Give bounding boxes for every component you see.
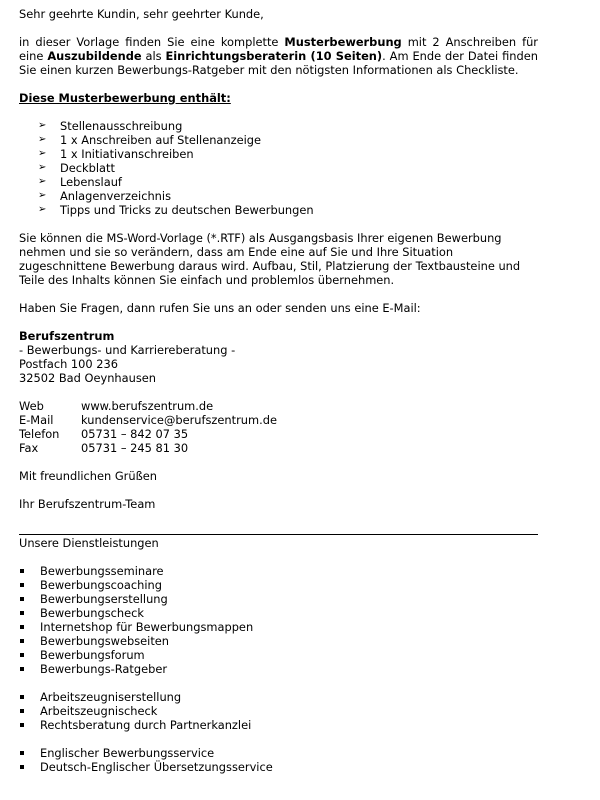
company-po-box: Postfach 100 236 [19, 357, 119, 371]
services-list-1 [19, 564, 538, 676]
intro-bold-2: Auszubildende [47, 49, 142, 63]
arrow-bullet-icon: ➢ [38, 204, 47, 215]
services-heading: Unsere Dienstleistungen [19, 536, 159, 550]
questions-paragraph: Haben Sie Fragen, dann rufen Sie uns an oder senden uns eine E-Mail: [19, 301, 421, 315]
contents-list [19, 119, 538, 217]
square-bullet-icon [20, 751, 24, 755]
company-city: 32502 Bad Oeynhausen [19, 371, 157, 385]
service-item: Englischer Bewerbungsservice [19, 746, 538, 760]
intro-text-4: . Am Ende der Datei finden Sie einen kurzen Bewerbungs-Ratgeber mit den nötigsten Informationen als Checkliste. [19, 49, 538, 77]
contents-item: ➢ Tipps und Tricks zu deutschen Bewerbungen [38, 203, 314, 217]
square-bullet-icon [20, 765, 24, 769]
contact-label: Fax [19, 441, 39, 455]
service-item: Internetshop für Bewerbungsmappen [19, 620, 538, 634]
arrow-bullet-icon: ➢ [38, 134, 47, 145]
service-item: Bewerbungscheck [19, 606, 538, 620]
arrow-bullet-icon: ➢ [38, 190, 47, 201]
services-list-2 [19, 690, 538, 732]
closing: Mit freundlichen Grüßen [19, 469, 157, 483]
square-bullet-icon [20, 583, 24, 587]
signature: Ihr Berufszentrum-Team [19, 497, 156, 511]
contact-row-phone [19, 427, 277, 441]
document-page [19, 7, 538, 774]
web-link[interactable]: www.berufszentrum.de [81, 399, 214, 413]
email-link[interactable]: kundenservice@berufszentrum.de [81, 413, 277, 427]
phone-value: 05731 – 842 07 35 [81, 427, 189, 441]
square-bullet-icon [20, 667, 24, 671]
service-item: Bewerbungs-Ratgeber [19, 662, 538, 676]
contents-item: ➢ Stellenausschreibung [38, 119, 183, 133]
intro-bold-3: Einrichtungsberaterin (10 Seiten) [165, 49, 383, 63]
service-item: Arbeitszeugnischeck [19, 704, 538, 718]
contents-heading: Diese Musterbewerbung enthält: [19, 91, 231, 105]
contents-item: ➢ 1 x Initiativanschreiben [38, 147, 194, 161]
arrow-bullet-icon: ➢ [38, 148, 47, 159]
intro-paragraph [19, 35, 538, 77]
arrow-bullet-icon: ➢ [38, 162, 47, 173]
service-item: Bewerbungscoaching [19, 578, 538, 592]
services-list-3 [19, 746, 538, 774]
fax-value: 05731 – 245 81 30 [81, 441, 189, 455]
service-item: Rechtsberatung durch Partnerkanzlei [19, 718, 538, 732]
service-item: Bewerbungserstellung [19, 592, 538, 606]
contents-item: ➢ Lebenslauf [38, 175, 122, 189]
contact-row-web [19, 399, 277, 413]
contact-label: E-Mail [19, 413, 54, 427]
service-item: Arbeitszeugniserstellung [19, 690, 538, 704]
intro-bold-1: Musterbewerbung [284, 35, 402, 49]
arrow-bullet-icon: ➢ [38, 120, 47, 131]
square-bullet-icon [20, 597, 24, 601]
arrow-bullet-icon: ➢ [38, 176, 47, 187]
service-item: Bewerbungswebseiten [19, 634, 538, 648]
intro-text-1: in dieser Vorlage finden Sie eine komplette [19, 35, 285, 49]
square-bullet-icon [20, 625, 24, 629]
service-item: Bewerbungsseminare [19, 564, 538, 578]
square-bullet-icon [20, 723, 24, 727]
square-bullet-icon [20, 569, 24, 573]
intro-text-3: als [141, 49, 166, 63]
contact-label: Telefon [19, 427, 60, 441]
service-item: Bewerbungsforum [19, 648, 538, 662]
greeting: Sehr geehrte Kundin, sehr geehrter Kunde, [19, 7, 264, 21]
contents-item: ➢ Anlagenverzeichnis [38, 189, 171, 203]
company-tagline: - Bewerbungs- und Karriereberatung - [19, 343, 236, 357]
square-bullet-icon [20, 709, 24, 713]
contents-item: ➢ Deckblatt [38, 161, 115, 175]
contact-row-email [19, 413, 277, 427]
contact-table [19, 399, 277, 455]
company-name: Berufszentrum [19, 329, 115, 343]
contact-row-fax [19, 441, 277, 455]
usage-paragraph: Sie können die MS-Word-Vorlage (*.RTF) als Ausgangsbasis Ihrer eigenen Bewerbung nehmen und sie so verändern, dass am Ende eine auf Sie und Ihre Situation zugeschnittene Bewerbung daraus wird. Aufbau, Stil, Platzierung der Textbausteine und Teile des Inhalts können Sie einfach und problemlos übernehmen. [19, 231, 521, 287]
square-bullet-icon [20, 653, 24, 657]
square-bullet-icon [20, 611, 24, 615]
contact-label: Web [19, 399, 44, 413]
service-item: Deutsch-Englischer Übersetzungsservice [19, 760, 538, 774]
square-bullet-icon [20, 639, 24, 643]
contents-item: ➢ 1 x Anschreiben auf Stellenanzeige [38, 133, 262, 147]
intro-text-2: mit 2 Anschreiben für eine [19, 35, 538, 63]
company-address [19, 329, 538, 385]
square-bullet-icon [20, 695, 24, 699]
